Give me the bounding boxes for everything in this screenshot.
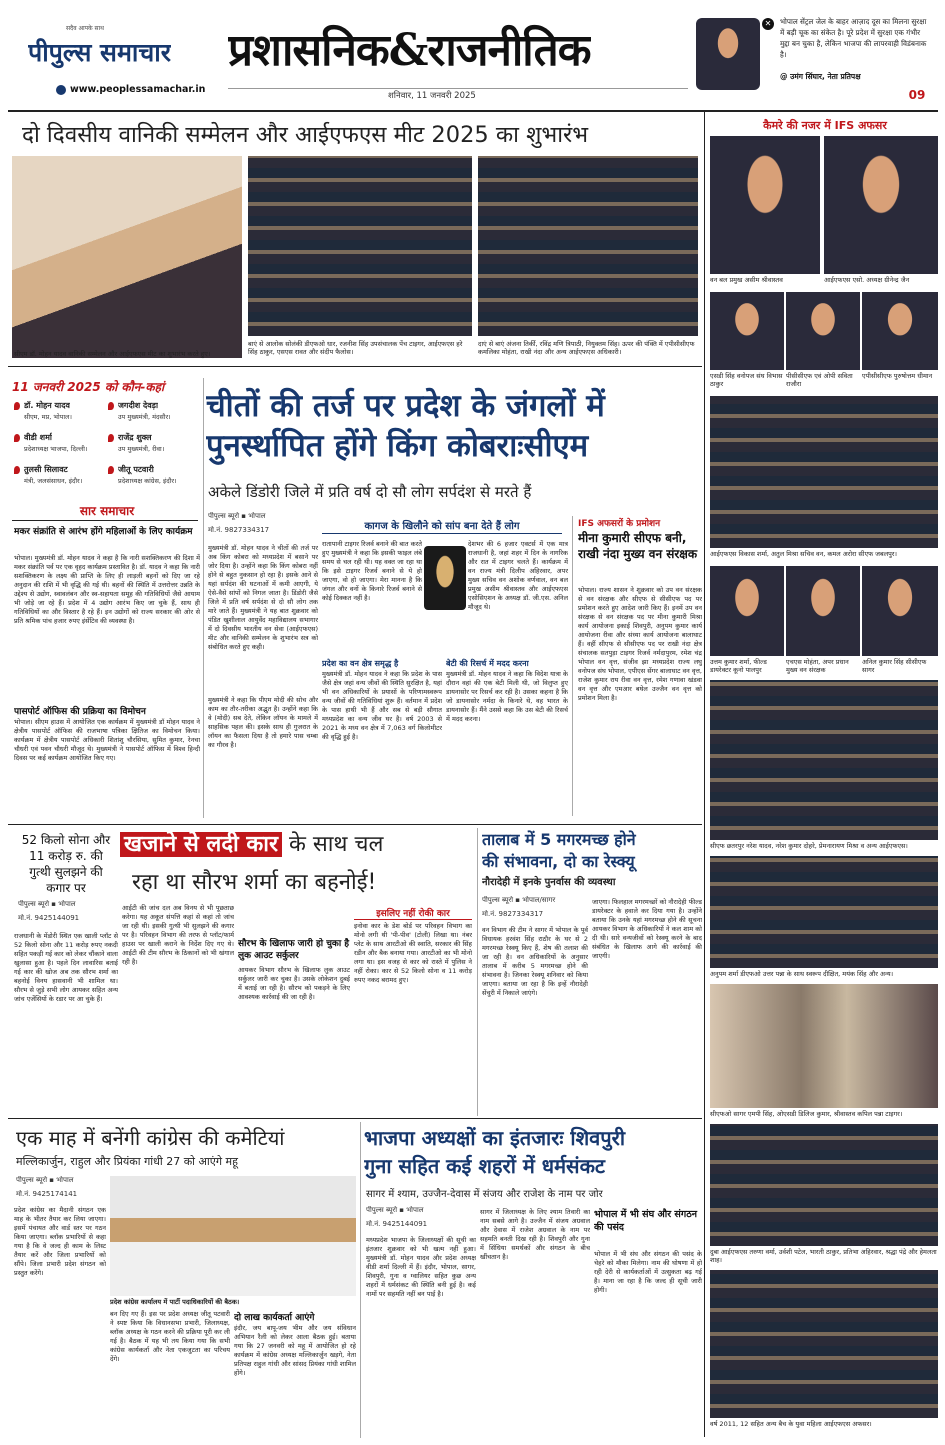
gold-byline: पीपुल्स ब्यूरो ▪ भोपाल	[18, 900, 76, 908]
ifs-photo-11	[710, 856, 938, 968]
page-number: 09	[908, 88, 926, 102]
person-name: तुलसी सिलावट	[24, 465, 68, 474]
bjp-text-1: मध्यप्रदेश भाजपा के जिलाध्यक्षों की सूची का इंतजार शुक्रवार को भी खत्म नहीं हुआ। मुख्यमंत्री डॉ. मोहन यादव और प्रदेश अध्यक्ष वीडी शर्मा दिल्ली में हैं। इंदौर, भोपाल, सागर, शिवपुरी, गुना व ग्वालियर सहित कुछ अन्य शहरों में धर्मसंकट की स्थिति बनी हुई है। कई नामों पर सहमति नहीं बन पाई है।	[366, 1236, 476, 1298]
pin-icon	[108, 434, 114, 442]
lead-photo-3	[478, 156, 698, 336]
ifs-gallery-title: कैमरे की नजर में IFS अफसर	[763, 119, 887, 132]
bjp-text-2: सागर में जिलाध्यक्ष के लिए श्याम तिवारी का नाम सबसे आगे है। उज्जैन में संजय अग्रवाल और देवास में राजेश अग्रवाल के नाम पर सहमति बनती दिख रही है। शिवपुरी और गुना में सिंधिया समर्थकों और संगठन के बीच खींचतान है।	[480, 1208, 590, 1261]
person-1	[12, 400, 102, 430]
person-place: मंत्री, जलसंसाधन, इंदौर।	[24, 477, 83, 485]
cobra-headline-2: पुनर्स्थापित होंगे किंग कोबराःसीएम	[206, 428, 589, 464]
gold-box-title: इसलिए नहीं रोकी कार	[354, 906, 472, 920]
person-name: जगदीश देवड़ा	[118, 401, 159, 410]
cobra-body-1: मुख्यमंत्री डॉ. मोहन यादव ने चीतों की तर्ज पर अब किंग कोबरा को मध्यप्रदेश में बसाने पर जोर दिया है। उन्होंने कहा कि किंग कोबरा नहीं होने से बहुत नुकसान हो रहा है। इसके आने से यहां सर्पदंश की घटनाओं में कमी आएगी, ये ऐसे-वैसे सांपों को निगल जाता है। डिंडोरी जैसे जिले में प्रति वर्ष सर्पदंश से दो सौ लोग तक मारे जाते हैं। मुख्यमंत्री ने यह बात शुक्रवार को पंडित खुशीलाल आयुर्वेद महाविद्यालय सभागार में दो दिवसीय भारतीय वन सेवा (आईएफएस) मीट और वानिकी सम्मेलन के शुभारंभ सत्र को संबोधित करते हुए कही।	[208, 544, 318, 651]
cobra-body-3: रातापानी टाइगर रिजर्व बनाने की बात करते हुए मुख्यमंत्री ने कहा कि इसकी फाइल लंबे समय से चल रही थी। यह वक्त जा रहा था कि इसे टाइगर रिजर्व बनाने से ये हो जाएगा, वो हो जाएगा। मेरा मानना है कि जंगल और वनों के किनारे रिजर्व बनाने से कोई दिक्कत नहीं है।	[322, 540, 422, 602]
daughter-text: मुख्यमंत्री डॉ. मोहन यादव ने कहा कि विदेश यात्रा के दौरान वहां की एक बेटी मिली थी, जो विलुप्त हुए डायनासोर पर रिसर्च कर रही है। उसका कहना है कि जो डायनासोर नर्मदा के किनारे थे, वह भारत के डायनासोर हैं। मैंने उससे कहा कि उस बेटी की रिसर्च में मदद करना।	[446, 670, 568, 723]
promo-text: भोपाल। राज्य शासन ने शुक्रवार को उप वन संरक्षक से वन संरक्षक और सीएफ से सीसीएफ पद पर प्रमोशन करते हुए आदेश जारी किए हैं। इनमें उप वन संरक्षक से वन संरक्षक पद पर मीना कुमारी मिश्रा कार्य आयोजना इकाई शिवपुरी, अनुपम कुमार कार्य आयोजना रीवा और संध्या कार्य आयोजना बालाघाट हैं। वहीं सीएफ से सीसीएफ पद पर राखी नंदा क्षेत्र संचालक सतपुड़ा टाइगर रिजर्व नर्मदापुरम, रमेश चंद्र भोपाल वन वृत्त, संजीव झा मध्यप्रदेश राज्य लघु वनोपज संघ भोपाल, एपीएस सेंगर बालाघाट वन वृत्त, राजेश कुमार राय रीवा वन वृत्त, रमेश गणावा खंडवा वन वृत्त और एमआर बघेल उज्जैन वन वृत्त को प्रमोशन मिला है।	[578, 586, 702, 702]
person-6	[106, 464, 194, 494]
quote-author: @ उमंग सिंघार, नेता प्रतिपक्ष	[780, 72, 861, 81]
pin-icon	[14, 466, 20, 474]
congress-photo-caption: प्रदेश कांग्रेस कार्यालय में पार्टी पदाधिकारियों की बैठक।	[110, 1298, 240, 1306]
congress-text-3: इंदौर, जय बापू-जय भीम और जय संविधान अभियान रैली को लेकर आला बैठक हुई। बताया गया कि 27 जनवरी को महू में आयोजित हो रहे कार्यक्रम में कांग्रेस अध्यक्ष मल्लिकार्जुन खड़गे, नेता प्रतिपक्ष राहुल गांधी और सांसद प्रियंका गांधी शामिल होंगे।	[234, 1324, 356, 1377]
gold-headline-highlight: खजाने से लदी कार	[120, 832, 282, 857]
ifs-caption-10: सीएफ छतरपुर नरेश यादव, नरेश कुमार दोहरे, प्रेमनारायण मिश्रा व अन्य आईएफएस।	[710, 842, 908, 850]
cobra-mobile: मो.नं. 9827334317	[208, 526, 270, 534]
section-title: प्रशासनिक&राजनीतिक	[228, 25, 591, 76]
person-place: उप मुख्यमंत्री, मंदसौर।	[118, 413, 171, 421]
forest-subhead: प्रदेश का वन क्षेत्र समृद्ध है	[322, 659, 399, 668]
ifs-caption-14: वर्ष 2011, 12 सहित अन्य बैच के युवा महिला आईएफएस अफसर।	[710, 1420, 872, 1428]
bjp-headline-1: भाजपा अध्यक्षों का इंतजारः शिवपुरी	[364, 1126, 626, 1150]
saar-title: सार समाचार	[79, 504, 135, 518]
gold-headline-2: रहा था सौरभ शर्मा का बहनोई!	[132, 870, 377, 895]
gold-side-headline: 52 किलो सोना और 11 करोड़ रु. की गुत्थी सुलझने की कगार पर	[21, 833, 111, 895]
promo-headline: मीना कुमारी सीएफ बनी, राखी नंदा मुख्य वन संरक्षक	[578, 531, 698, 561]
ifs-photo-13	[710, 1124, 938, 1246]
person-name: राजेंद्र शुक्ल	[118, 433, 152, 442]
who-where-box	[12, 378, 194, 496]
gold-text-3: आयकर विभाग सौरभ के खिलाफ लुक आउट सर्कुलर जारी कर चुका है। उसके लोकेशन दुबई में बताई जा रही है। सौरभ को पकड़ने के लिए आवश्यक कार्रवाई की जा रही है।	[238, 966, 350, 1001]
croc-text-1: वन विभाग की टीम ने सागर में भोपाल के पूर्व विधायक हरवंश सिंह राठौर के घर से 2 मगरमच्छ रेस्क्यू किए हैं, शेष की तलाश की जा रही है। वन अधिकारियों के अनुसार तालाब में करीब 5 मगरमच्छ होने की संभावना है। जिनका रेस्क्यू शनिवार को किया जाएगा। बताया जा रहा है कि इन्हें नौरादेही सेंचुरी में निकाले जाएंगे।	[482, 926, 588, 997]
bjp-side-headline: भोपाल में भी संघ और संगठन की पसंद	[594, 1209, 697, 1233]
ifs-caption-9: अनिल कुमार सिंह सीसीएफ सागर	[862, 658, 927, 674]
ifs-photo-9	[862, 566, 938, 656]
lead-photo-2	[248, 156, 472, 336]
pin-icon	[14, 434, 20, 442]
person-name: जीतू पटवारी	[118, 465, 154, 474]
person-5	[12, 464, 102, 494]
cobra-deck: अकेले डिंडोरी जिले में प्रति वर्ष दो सौ लोग सर्पदंश से मरते हैं	[208, 483, 532, 501]
person-name: वीडी शर्मा	[24, 433, 52, 442]
issue-date: शनिवार, 11 जनवरी 2025	[388, 91, 476, 101]
ifs-caption-2: आईएफएस एसो. अध्यक्ष ग्रीनेन्द्र जैन	[824, 276, 910, 284]
croc-headline-1: तालाब में 5 मगरमच्छ होने	[482, 830, 636, 849]
congress-meeting-photo	[110, 1176, 356, 1296]
ifs-photo-6	[710, 396, 938, 548]
promo-tag: IFS अफसरों के प्रमोशन	[578, 519, 661, 529]
congress-deck: मल्लिकार्जुन, राहुल और प्रियंका गांधी 27 को आएंगे महू	[16, 1155, 238, 1168]
ifs-photo-2	[824, 136, 938, 274]
ifs-photo-8	[786, 566, 860, 656]
gold-text-2: आईटी की जांच दल अब विनय से भी पूछताछ करेगा। यह अकूत संपत्ति कहां से कहां तो जांच जा रही थी। इसकी गुत्थी भी सुलझने की कगार पर है। परिवहन विभाग की तरफ से प्लॉट/फार्म हाउस पर खाली कराने के निर्देश दिए गए थे। आईटी की टीम सौरभ के ठिकानों को भी खंगाल रही है।	[122, 904, 234, 966]
ifs-photo-14	[710, 1270, 938, 1418]
person-3	[12, 432, 102, 462]
congress-headline: एक माह में बनेंगी कांग्रेस की कमेटियां	[16, 1126, 285, 1150]
lead-headline: दो दिवसीय वानिकी सम्मेलन और आईएफएस मीट 2025 का शुभारंभ	[22, 122, 589, 148]
ifs-caption-4: पीसीसीएफ एवं ओपी सविता राजौरा	[786, 372, 853, 388]
ifs-photo-10	[710, 680, 938, 840]
ifs-caption-6: आईएफएस विकास शर्मा, अतुल मिश्रा सचिव वन, कमल अरोरा सीएफ जबलपुर।	[710, 550, 897, 558]
congress-text-2: बन दिए गए हैं। इस पर प्रदेश अध्यक्ष जीतू पटवारी ने स्पष्ट किया कि विधानसभा प्रभारी, जिलाध्यक्ष, ब्लॉक अध्यक्ष के गठन करने की प्रक्रिया पूरी कर ली गई है। बैठक में यह भी तय किया गया कि सभी कांग्रेस कार्यकर्ता और नेता एकजुटता का परिचय देंगे।	[110, 1310, 230, 1363]
ifs-caption-5: एपीसीसीएफ पुरुषोत्तम धीमान	[862, 372, 933, 380]
cobra-headline-1: चीतों की तर्ज पर प्रदेश के जंगलों में	[206, 388, 605, 424]
brand-logo: पीपुल्स समाचार	[28, 38, 171, 67]
lead-caption-2: बाएं से आलोक सोलंकी डीएफओ धार, रजनीश सिंह उपसंचालक पेंच टाइगर, आईएफएस हरे सिंह ठाकुर, एसएस रावत और संदीप फैलोस।	[248, 340, 463, 356]
ifs-photo-1	[710, 136, 820, 274]
ifs-photo-3	[710, 292, 784, 370]
congress-subhead: दो लाख कार्यकर्ता आएंगे	[234, 1313, 315, 1323]
ifs-photo-5	[862, 292, 938, 370]
bjp-deck: सागर में श्याम, उज्जैन-देवास में संजय और राजेश के नाम पर जोर	[366, 1189, 603, 1200]
croc-byline: पीपुल्स ब्यूरो ▪ भोपाल/सागर	[482, 896, 556, 904]
bjp-byline: पीपुल्स ब्यूरो ▪ भोपाल	[366, 1206, 424, 1214]
person-2	[106, 400, 194, 430]
masthead	[0, 0, 945, 115]
cobra-paper-snake-photo	[424, 546, 466, 610]
croc-deck: नौरादेही में इनके पुनर्वास की व्यवस्था	[482, 877, 616, 888]
pin-icon	[108, 402, 114, 410]
saar-headline-1: मकर संक्रांति से आरंभ होंगे महिलाओं के लिए कार्यक्रम	[14, 527, 193, 537]
lead-caption-3: दाएं से बाएं अंजना तिर्की, रविंद्र मणि त्रिपाठी, नियुक्तम सिंह। ऊपर की पंक्ति में एपीसीसीएफ कमलिका मोहंता, राखी नंदा और अन्य आईएफएस अधिकारी।	[478, 340, 695, 356]
congress-mobile: मो.नं. 9425174141	[16, 1190, 78, 1198]
gold-headline-rest: के साथ चल	[281, 832, 384, 857]
bjp-side-text: भोपाल में भी संघ और संगठन की पसंद के चेहरे को मौका मिलेगा। नाम की घोषणा में हो रही देरी से कार्यकर्ताओं में उत्सुकता बढ़ गई है। माना जा रहा है कि जल्द ही सूची जारी होगी।	[594, 1250, 702, 1294]
saar-text-2: भोपाल। सीएम हाउस में आयोजित एक कार्यक्रम में मुख्यमंत्री डॉ मोहन यादव ने क्षेत्रीय पासपोर्ट ऑफिस की राजभाषा पत्रिका क्षितिज का विमोचन किया। कार्यक्रम में क्षेत्रीय पासपोर्ट अधिकारी शितांशु चौरसिया, सुमित कुमार, रेनचा चौधरी एवं पवन चौधरी मौजूद थे। मुख्यमंत्री ने पासपोर्ट ऑफिस में विश्व हिन्दी दिवस पर कई कार्यक्रम आयोजित किए गए।	[14, 718, 200, 762]
person-place: प्रदेशाध्यक्ष भाजपा, दिल्ली।	[24, 445, 88, 453]
ifs-caption-3: एसडी सिंह वनोपज संघ विभास ठाकुर	[710, 372, 783, 388]
x-icon: ✕	[762, 18, 774, 30]
congress-text-1: प्रदेश कांग्रेस का मैदानी संगठन एक माह के भीतर तैयार कर लिया जाएगा। इसमें पंचायत और वार्ड स्तर पर गठन किया जाएगा। ब्लॉक प्रभारियों से कहा गया है कि वे जल्द ही काम के लिस्ट तैयार करें और जिला प्रभारियों को सौंपे। जिला प्रभारी प्रदेश संगठन को प्रस्तुत करेंगे।	[14, 1206, 106, 1277]
gold-text-1: राजधानी के मेंडोरी स्थित एक खाली प्लॉट से 52 किलो सोना और 11 करोड़ रुपए नकदी सहित पकड़ी गई कार को लेकर चौंकाने वाला खुलासा हुआ है। पहले दिन लावारिस बताई गई कार की खोज अब तक सौरभ शर्मा का बहनोई विनय हासवानी भी शामिल था। सौरभ से जुड़े सभी लोग आयकर सहित अन्य जांच एजेंसियों के रडार पर आ चुके हैं।	[14, 932, 118, 1003]
gold-mobile: मो.नं. 9425144091	[18, 914, 80, 922]
croc-mobile: मो.नं. 9827334317	[482, 910, 544, 918]
cobra-byline: पीपुल्स ब्यूरो ▪ भोपाल	[208, 512, 266, 520]
ifs-photo-4	[786, 292, 860, 370]
gold-headline-1	[120, 828, 476, 858]
person-place: सीएम, मप्र, भोपाल।	[24, 413, 72, 421]
congress-byline: पीपुल्स ब्यूरो ▪ भोपाल	[16, 1176, 74, 1184]
quote-text: भोपाल सेंट्रल जेल के बाहर आज़ाद दूस का मिलना सुरक्षा में बड़ी चूक का संकेत है। पूरे प्रदेश में सुरक्षा एक गंभीर मुद्दा बन चुका है, लेकिन भाजपा की लापरवाही विडंबनाक है।	[780, 17, 927, 59]
person-name: डॉ. मोहन यादव	[24, 401, 70, 410]
person-place: प्रदेशाध्यक्ष कांग्रेस, इंदौर।	[118, 477, 177, 485]
ifs-caption-11: अनुपम शर्मा डीएफओ उत्तर पन्ना के साथ स्वरूप दीक्षित, मयंक सिंह और अन्य।	[710, 970, 894, 978]
cobra-box-text: देशभर की 6 हजार एक्टर्स में एक मात्र राजधानी है, जहां शहर में दिन के नागरिक और रात में टाइगर चलते हैं। कार्यक्रम में वन राज्य मंत्री दिलीप अहिरवार, अपर मुख्य सचिव वन अशोक वर्णवाल, वन बल प्रमुख असीम श्रीवास्तव और आईएफएस एसोसिएशन के अध्यक्ष डॉ. जी.एस. अनिल मौजूद थे।	[468, 540, 568, 611]
quote-author-photo	[696, 18, 760, 90]
bjp-headline-2: गुना सहित कई शहरों में धर्मसंकट	[364, 1154, 606, 1178]
ifs-photo-7	[710, 566, 784, 656]
ifs-photo-12	[710, 984, 938, 1108]
pin-icon	[14, 402, 20, 410]
person-place: उप मुख्यमंत्री, रीवा।	[118, 445, 165, 453]
ifs-caption-7: उत्तम कुमार शर्मा, फील्ड डायरेक्टर कूनो पालपुर	[710, 658, 767, 674]
ifs-caption-13: दुबा आईएफएस तरुणा वर्मा, उर्वशी पटेल, भारती ठाकुर, प्रतिभा अहिरवार, श्रद्धा पंद्रे और हेमलता शाह।	[710, 1248, 937, 1264]
saar-headline-2: पासपोर्ट ऑफिस की प्रक्रिया का विमोचन	[14, 707, 146, 717]
person-4	[106, 432, 194, 462]
website: www.peoplessamachar.in	[70, 84, 206, 95]
pin-icon	[108, 466, 114, 474]
ifs-caption-8: एचएस मोहंता, अपर प्रधान मुख्य वन संरक्षक	[786, 658, 849, 674]
cobra-box-title: कागज के खिलौने को सांप बना देते हैं लोग	[322, 516, 562, 534]
ifs-caption-1: वन बल प्रमुख असीम श्रीवास्तव	[710, 276, 783, 284]
lead-photo-1	[12, 156, 242, 358]
bjp-mobile: मो.नं. 9425144091	[366, 1220, 428, 1228]
cobra-body-2: मुख्यमंत्री ने कहा कि पीएम मोदी की सोच और काम का तौर-तरीका अद्भुत है। उन्होंने कहा कि वे (मोदी) सब देते, लेकिन लॉयन के मामले में साहसिक पहल की। इसके साथ ही गुजरात के लॉयन का फैसला दिया है तो हमारे पास चम्बा का गौरव है।	[208, 696, 318, 749]
lead-caption-1: सीएम डॉ. मोहन यादव वानिकी सम्मेलन और आईएफएस मीट का शुभारंभ करते हुए।	[14, 350, 211, 358]
forest-text: मुख्यमंत्री डॉ. मोहन यादव ने कहा कि प्रदेश के पास जैसे क्षेत्र जहां वन्य जीवों की स्थिति सुरक्षित है, यहां भी वन अधिकारियों के प्रयासों के परिणामस्वरूप वन्य जीवों की गतिविधियां शुरू हैं। वर्तमान में प्रदेश के पास हाथी भी हैं और सब से बड़ी सौगात मध्यप्रदेश का वन्य जीव घर है। वर्ष 2003 से 2021 के मध्य वन क्षेत्र में 7,063 वर्ग किलोमीटर की वृद्धि हुई है।	[322, 670, 442, 741]
saar-text-1: भोपाल। मुख्यमंत्री डॉ. मोहन यादव ने कहा है कि नारी सशक्तिकरण की दिशा में मकर संक्रांति पर्व पर एक वृहद कार्यक्रम प्रस्तावित है। डॉ. यादव ने कहा कि नारी सशक्तिकरण के लक्ष्य की प्राप्ति के लिए ही लाड़ली बहनों को दिए जा रहे अनुदान की राशि में भी वृद्धि की गई थी। बहनों की स्थिति में उत्तरोत्तर उन्नति के उद्देश्य से उद्योग, स्वावलंबन और स्व-सहायता समूह की गतिविधियों जैसे आयाम भी जोड़े जा रहे हैं। प्रदेश में 4 उद्योग आरंभ किए जा चुके हैं, साथ ही गतिविधियों का और विस्तार है रहे हैं। इन उद्योगों को राज्य सरकार की ओर से प्रति श्रमिक पांच हजार रुपए इंसेंटिव की व्यवस्था है।	[14, 554, 200, 625]
gold-box-text: इनोवा कार के डेश बोर्ड पर परिवहन विभाग का मोनो लगी थी 'पी-पीव' (टोली) लिखा था। नंबर प्लेट के साथ आरटीओ की स्वाति, सरकार की सिंह रडीन और बैक बनाया गया। आरटीओ का भी मोनो लगा था। इस वजह से कार को रास्ते में पुलिस ने नहीं रोका। कार से 52 किलो सोना व 11 करोड़ रुपए नकद बरामद हुए।	[354, 922, 472, 984]
who-where-title: 11 जनवरी 2025 को कौन-कहां	[12, 380, 165, 394]
brand-tag: सदैव आपके साथ	[66, 25, 104, 32]
ifs-caption-12: सीएफओ सागर एमपी सिंह, ओएसडी डिलिज कुमार, श्रीवास्तव कपिल पन्ना टाइगर।	[710, 1110, 903, 1118]
croc-text-2: जाएगा। फिलहाल मगरमच्छों को नौरादेही फील्ड डायरेक्टर के हवाले कर दिया गया है। उन्होंने बताया कि उनके यहां मगरमच्छ होने की सूचना आयकर विभाग के अधिकारियों ने कल शाम को दी थी। सारे वन्यजीवों को रेस्क्यू करने के बाद संबंधित के खिलाफ आगे की कार्रवाई की जाएगी।	[592, 898, 702, 960]
croc-headline-2: की संभावना, दो का रेस्क्यू	[482, 852, 635, 871]
daughter-subhead: बेटी की रिसर्च में मदद करना	[446, 659, 529, 668]
gold-subhead: सौरभ के खिलाफ जारी हो चुका है लुक आउट सर्कुलर	[238, 939, 350, 961]
website-icon	[56, 85, 66, 95]
